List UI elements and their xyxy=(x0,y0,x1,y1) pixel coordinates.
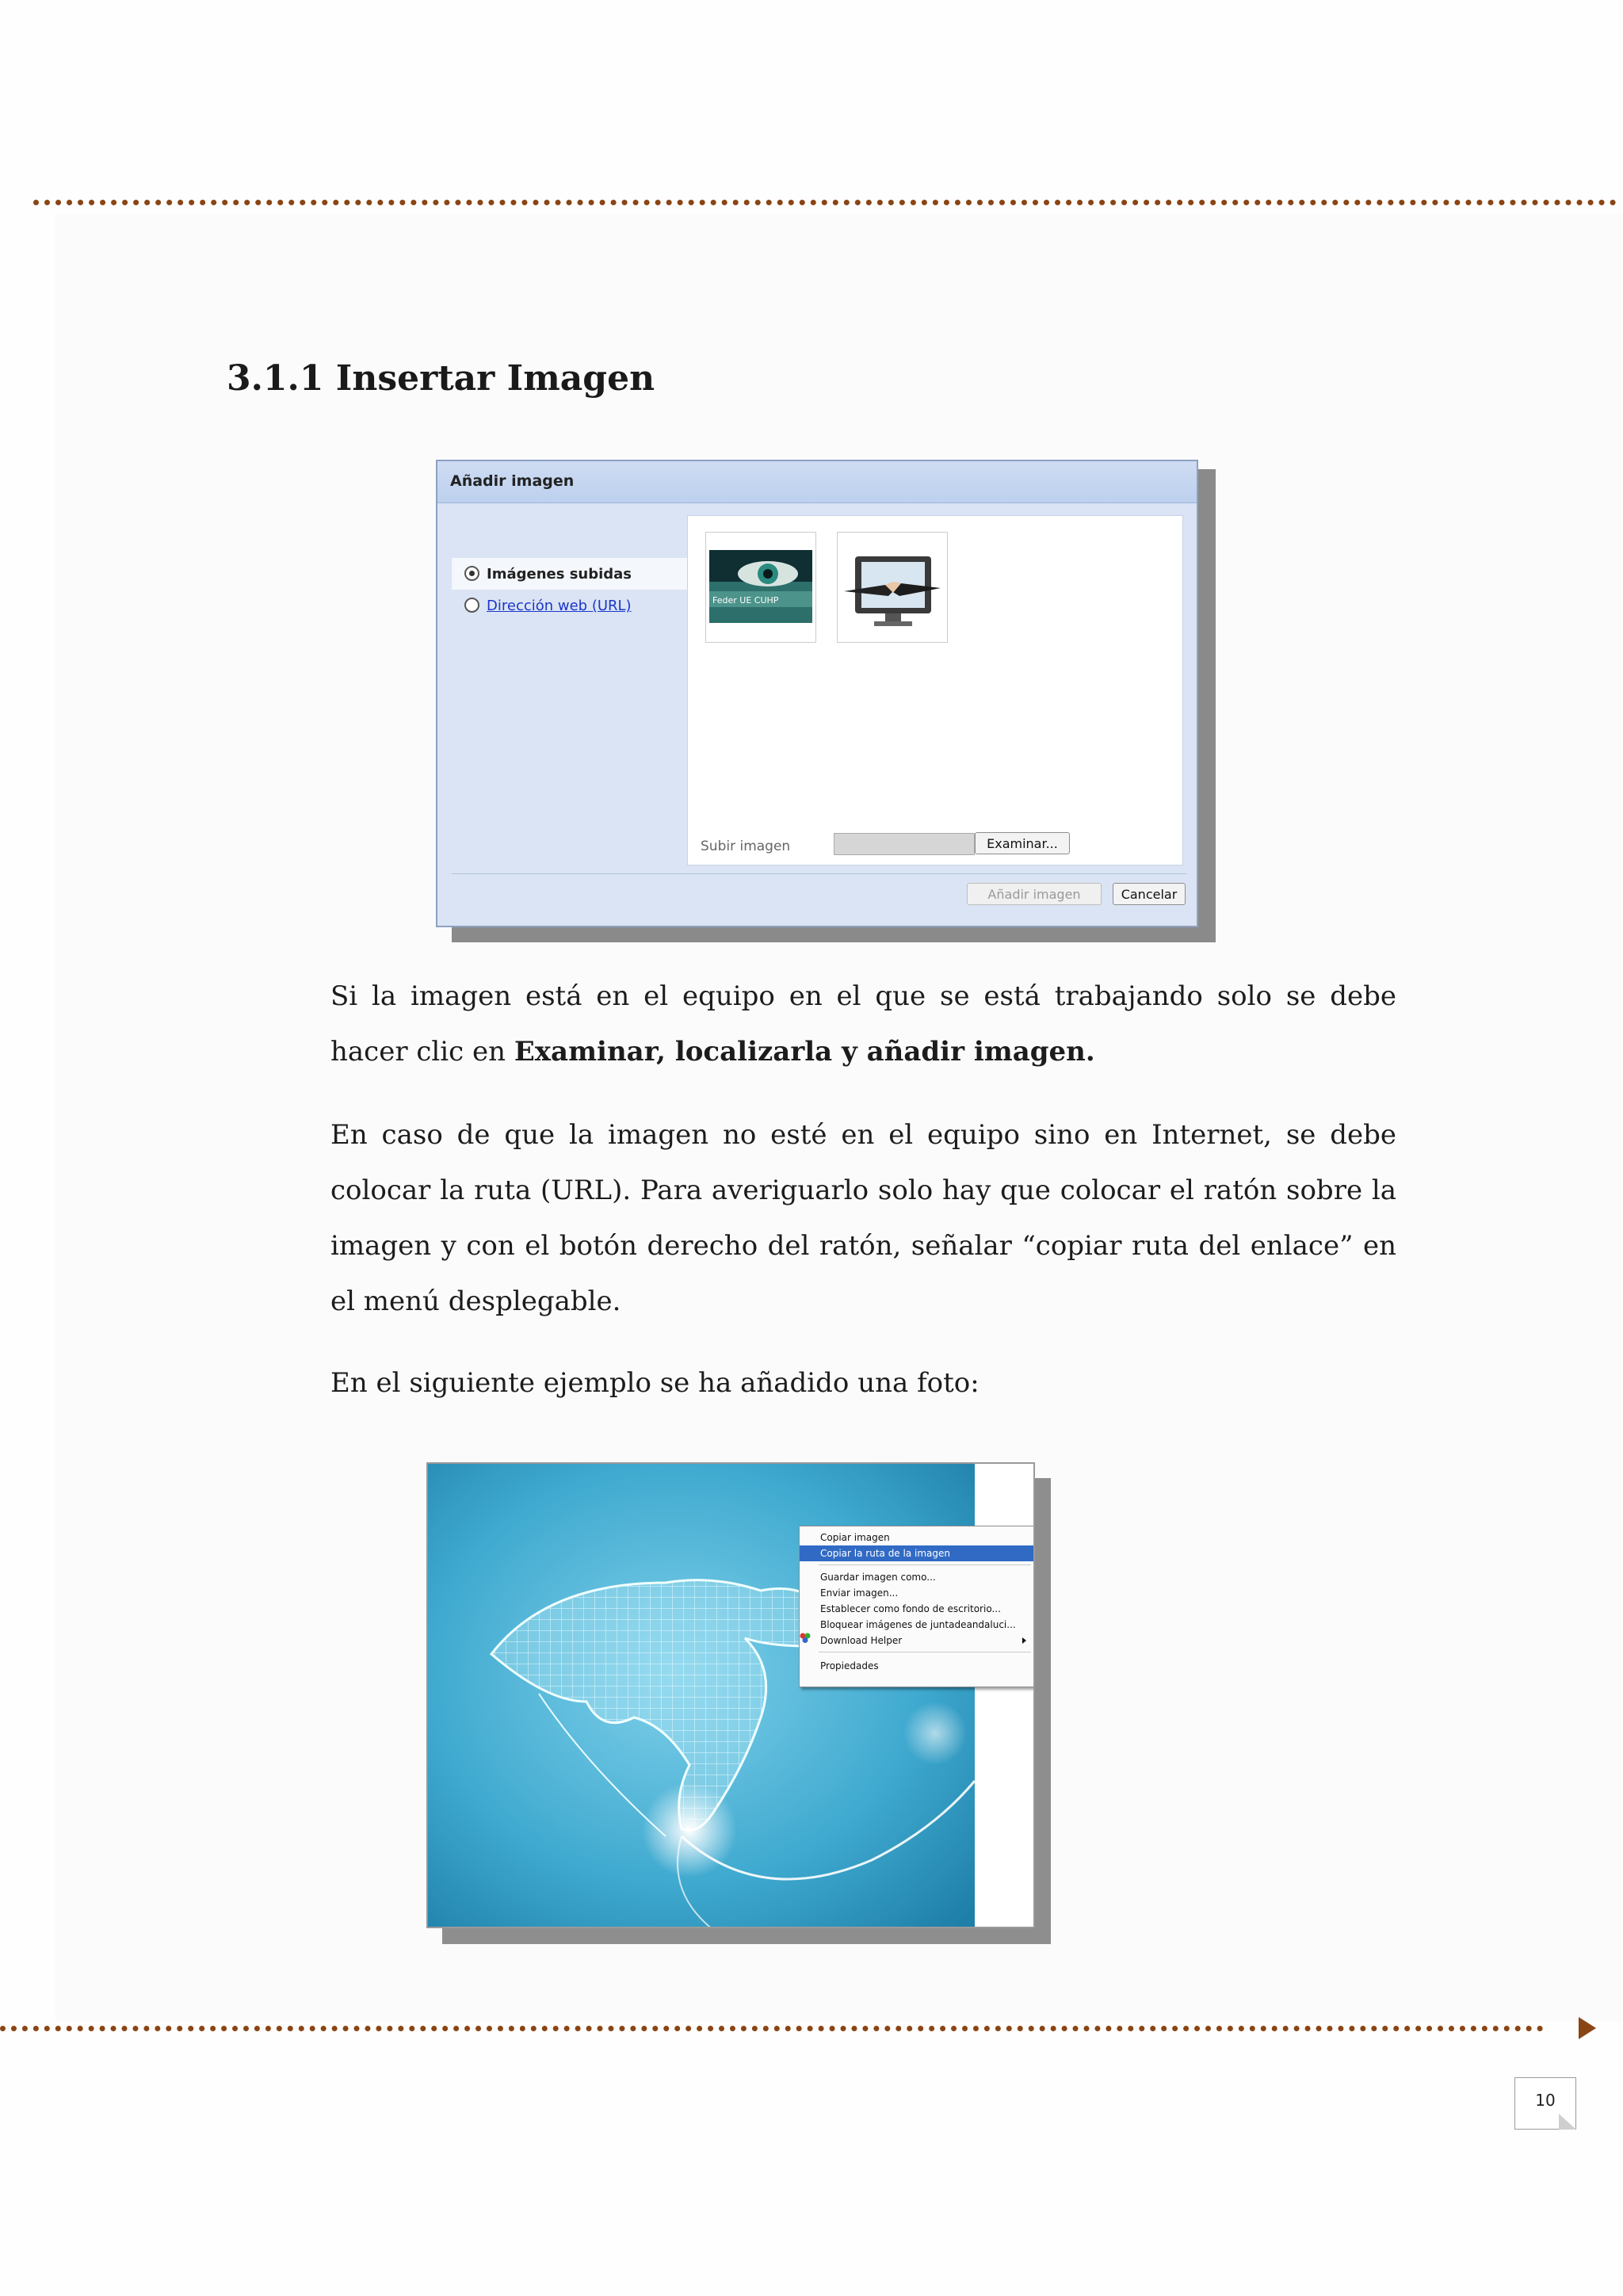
add-image-button[interactable]: Añadir imagen xyxy=(967,883,1102,905)
paragraph-example-intro: En el siguiente ejemplo se ha añadido una foto: xyxy=(330,1367,980,1399)
eye-image-icon xyxy=(706,533,815,642)
add-image-dialog xyxy=(436,460,1198,927)
menu-item-download-helper[interactable] xyxy=(800,1633,1034,1648)
thumbnail-eye[interactable] xyxy=(705,532,816,643)
paragraph-local-image xyxy=(330,968,1396,1079)
menu-item-download-helper-label: Download Helper xyxy=(820,1635,903,1646)
section-heading: 3.1.1 Insertar Imagen xyxy=(227,358,655,399)
top-dotted-rule xyxy=(33,200,1617,205)
monitor-handshake-icon xyxy=(838,533,947,642)
page-number-tab xyxy=(1514,2077,1576,2130)
paragraph-local-image-bold: Examinar, localizarla y añadir imagen. xyxy=(514,1036,1095,1068)
option-uploaded-images[interactable]: Imágenes subidas xyxy=(487,566,632,583)
arrowhead-icon xyxy=(1579,2017,1596,2039)
browse-button[interactable]: Examinar... xyxy=(975,832,1070,854)
cancel-button[interactable]: Cancelar xyxy=(1113,883,1186,905)
download-helper-icon xyxy=(800,1633,811,1644)
menu-item-set-wallpaper[interactable]: Establecer como fondo de escritorio... xyxy=(820,1603,1001,1614)
menu-item-copy-image[interactable]: Copiar imagen xyxy=(820,1532,890,1543)
radio-uploaded-icon[interactable] xyxy=(464,566,479,581)
context-menu xyxy=(799,1526,1035,1687)
menu-separator xyxy=(819,1564,1031,1565)
menu-item-copy-image-path[interactable]: Copiar la ruta de la imagen xyxy=(800,1545,1034,1561)
dialog-separator xyxy=(452,873,1187,874)
thumbnail-text: Feder UE CUHP xyxy=(712,595,779,606)
example-photo-screenshot xyxy=(426,1462,1035,1928)
upload-image-label: Subir imagen xyxy=(701,839,791,854)
dialog-title: Añadir imagen xyxy=(450,472,575,490)
file-path-input[interactable] xyxy=(834,833,975,855)
thumbnail-monitor-handshake[interactable] xyxy=(837,532,948,643)
menu-item-block-images[interactable]: Bloquear imágenes de juntadeandaluci... xyxy=(820,1619,1016,1630)
radio-url-icon[interactable] xyxy=(464,598,479,613)
paragraph-internet-image: En caso de que la imagen no esté en el equipo sino en Internet, se debe colocar la ruta (URL). Para averiguarlo solo hay que colocar el ratón sobre la imagen y con el botón derecho del ratón, señalar “copiar ruta del enlace” en el menú desplegable. xyxy=(330,1119,1396,1317)
menu-item-properties[interactable]: Propiedades xyxy=(820,1660,879,1671)
image-gallery-pane xyxy=(687,515,1183,865)
bottom-dotted-rule xyxy=(0,2026,1544,2031)
menu-item-send-image[interactable]: Enviar imagen... xyxy=(820,1587,899,1599)
submenu-arrow-icon xyxy=(1022,1637,1026,1644)
page-fold-icon xyxy=(1559,2114,1576,2130)
dialog-title-bar xyxy=(437,461,1197,503)
page-number: 10 xyxy=(1535,2091,1556,2110)
option-web-url[interactable]: Dirección web (URL) xyxy=(487,598,632,614)
paragraph-local-image-text: Si la imagen está en el equipo en el que se está trabajando solo se debe hacer clic en xyxy=(330,980,1396,1068)
menu-item-save-image[interactable]: Guardar imagen como... xyxy=(820,1572,936,1583)
